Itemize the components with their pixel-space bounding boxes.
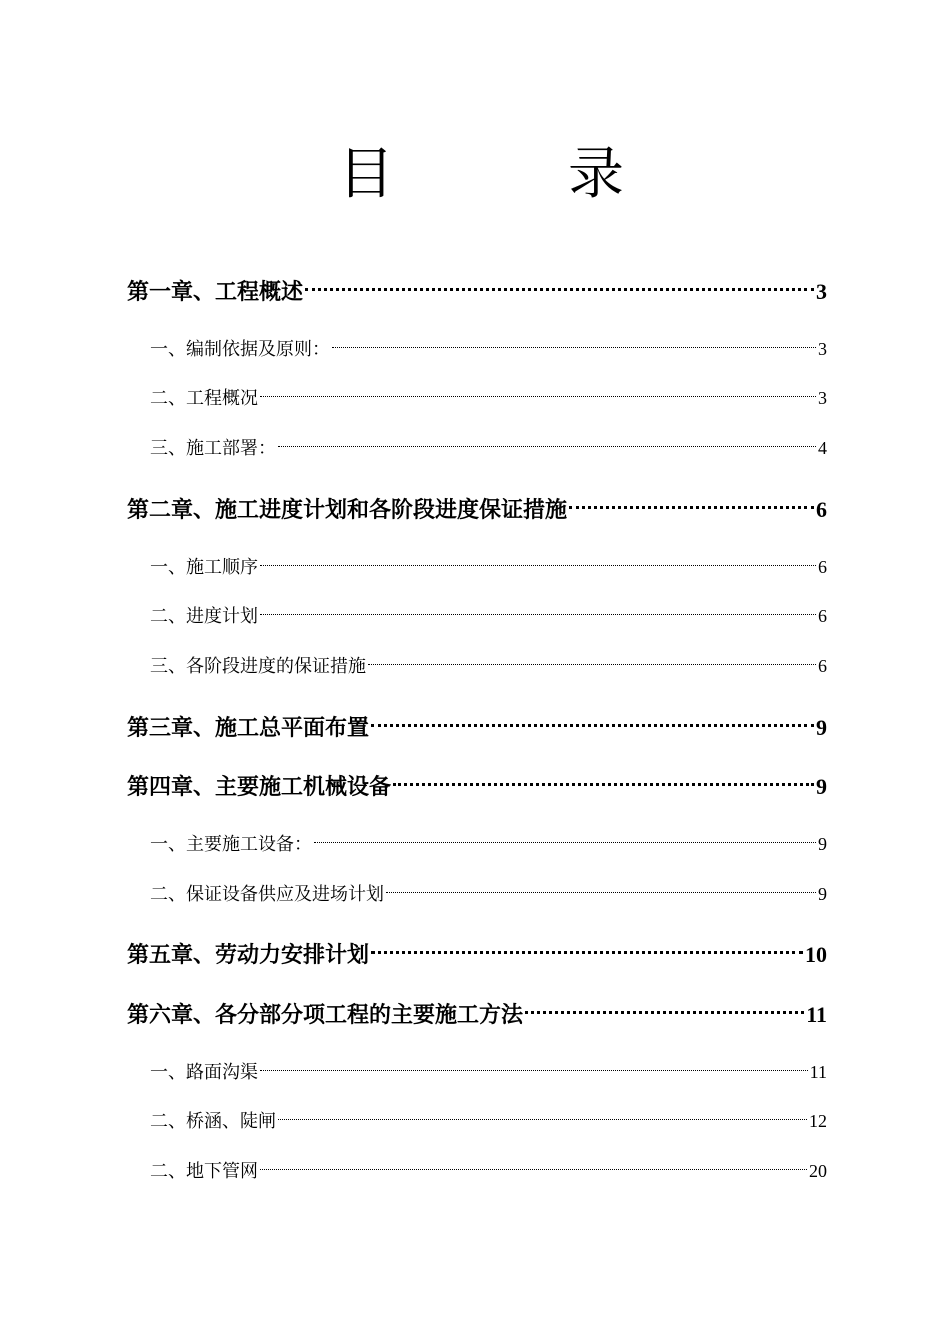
page-number: 9 bbox=[818, 884, 827, 904]
toc-section-2-2[interactable] bbox=[150, 594, 827, 627]
toc-section-6-3[interactable] bbox=[150, 1149, 827, 1182]
dot-leader bbox=[371, 703, 814, 735]
entry-label: 第四章、主要施工机械设备 bbox=[127, 775, 392, 800]
entry-label: 二、桥涵、陡闸 bbox=[150, 1111, 276, 1132]
toc-section-1-3[interactable] bbox=[150, 426, 827, 459]
page-number: 4 bbox=[818, 438, 827, 458]
dot-leader bbox=[371, 930, 803, 962]
entry-label: 第六章、各分部分项工程的主要施工方法 bbox=[127, 1003, 524, 1028]
title-char-lu: 录 bbox=[568, 142, 624, 207]
entry-label: 第二章、施工进度计划和各阶段进度保证措施 bbox=[127, 498, 568, 523]
page-number: 20 bbox=[809, 1161, 827, 1181]
page-number: 11 bbox=[806, 1002, 827, 1027]
entry-label: 第一章、工程概述 bbox=[127, 280, 304, 305]
dot-leader bbox=[260, 1050, 808, 1078]
dot-leader bbox=[332, 327, 816, 355]
toc-section-2-3[interactable] bbox=[150, 644, 827, 677]
dot-leader bbox=[314, 822, 816, 850]
page-number: 3 bbox=[818, 339, 827, 359]
page-title bbox=[0, 140, 950, 210]
page-number: 9 bbox=[816, 715, 827, 740]
page-number: 12 bbox=[809, 1111, 827, 1131]
page-number: 9 bbox=[816, 774, 827, 799]
page-number: 9 bbox=[818, 834, 827, 854]
dot-leader bbox=[260, 545, 816, 573]
entry-label: 第三章、施工总平面布置 bbox=[127, 716, 370, 741]
dot-leader bbox=[525, 990, 804, 1022]
toc-chapter-6[interactable] bbox=[127, 990, 827, 1028]
toc-chapter-3[interactable] bbox=[127, 703, 827, 741]
toc-chapter-2[interactable] bbox=[127, 485, 827, 523]
toc-chapter-4[interactable] bbox=[127, 762, 827, 800]
toc-section-1-1[interactable] bbox=[150, 327, 827, 360]
dot-leader bbox=[260, 1149, 807, 1177]
entry-label: 第五章、劳动力安排计划 bbox=[127, 943, 370, 968]
dot-leader bbox=[260, 376, 816, 404]
toc-section-6-2[interactable] bbox=[150, 1099, 827, 1132]
toc-section-2-1[interactable] bbox=[150, 545, 827, 578]
entry-label: 一、路面沟渠 bbox=[150, 1062, 258, 1083]
entry-label: 三、各阶段进度的保证措施 bbox=[150, 656, 366, 677]
dot-leader bbox=[260, 594, 816, 622]
dot-leader bbox=[278, 426, 816, 454]
toc-section-4-1[interactable] bbox=[150, 822, 827, 855]
toc-chapter-5[interactable] bbox=[127, 930, 827, 968]
page-number: 6 bbox=[816, 497, 827, 522]
dot-leader bbox=[278, 1099, 807, 1127]
title-char-mu: 目 bbox=[338, 142, 394, 207]
page-number: 6 bbox=[818, 606, 827, 626]
entry-label: 一、编制依据及原则： bbox=[150, 339, 330, 360]
toc-section-6-1[interactable] bbox=[150, 1050, 827, 1083]
entry-label: 一、施工顺序 bbox=[150, 557, 258, 578]
entry-label: 二、地下管网 bbox=[150, 1161, 258, 1182]
entry-label: 一、主要施工设备： bbox=[150, 834, 312, 855]
page-number: 6 bbox=[818, 656, 827, 676]
toc-section-1-2[interactable] bbox=[150, 376, 827, 409]
dot-leader bbox=[305, 267, 814, 299]
toc-section-4-2[interactable] bbox=[150, 872, 827, 905]
entry-label: 三、施工部署： bbox=[150, 438, 276, 459]
page-number: 10 bbox=[805, 942, 827, 967]
dot-leader bbox=[386, 872, 816, 900]
dot-leader bbox=[368, 644, 816, 672]
dot-leader bbox=[393, 762, 814, 794]
dot-leader bbox=[569, 485, 814, 517]
entry-label: 二、工程概况 bbox=[150, 388, 258, 409]
page-number: 11 bbox=[809, 1062, 827, 1082]
page-number: 6 bbox=[818, 557, 827, 577]
toc-chapter-1[interactable] bbox=[127, 267, 827, 305]
page-number: 3 bbox=[818, 388, 827, 408]
entry-label: 二、保证设备供应及进场计划 bbox=[150, 884, 384, 905]
page-number: 3 bbox=[816, 279, 827, 304]
entry-label: 二、进度计划 bbox=[150, 606, 258, 627]
